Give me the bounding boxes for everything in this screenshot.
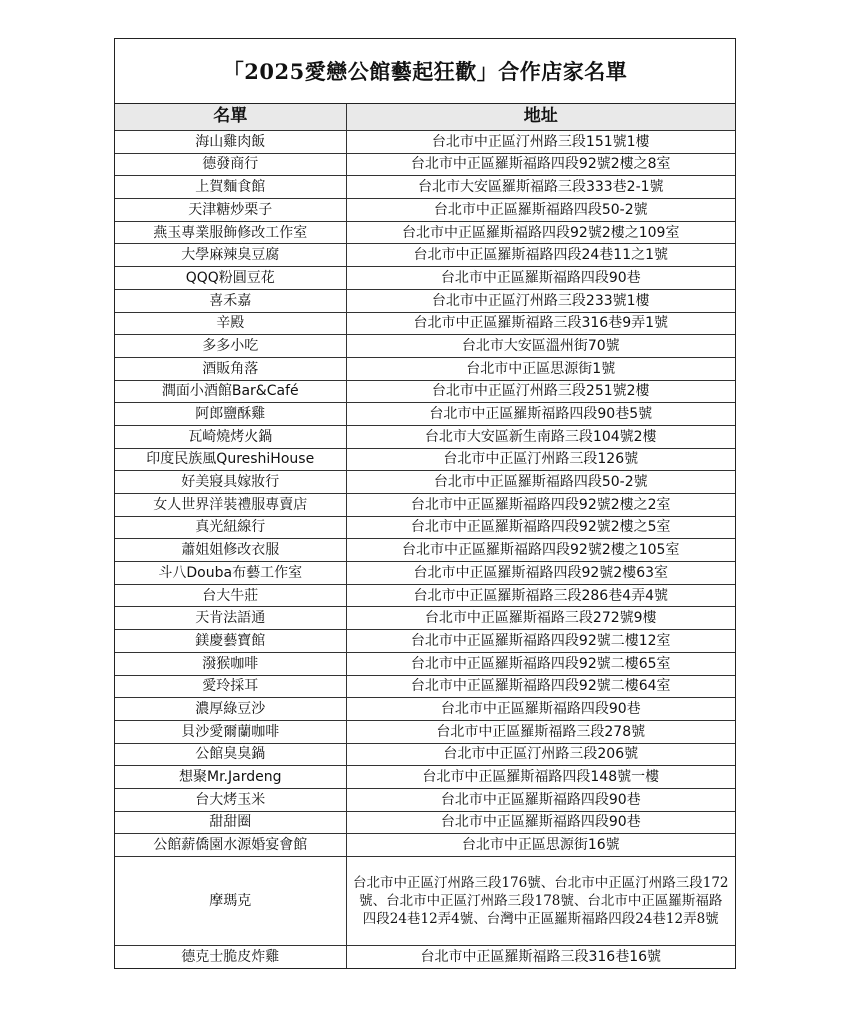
- store-name-cell: 燕玉專業服飾修改工作室: [115, 221, 346, 244]
- table-row: [115, 652, 735, 675]
- table-row: [115, 584, 735, 607]
- table-row: [115, 267, 735, 290]
- table-row: [115, 562, 735, 585]
- store-address-cell: 台北市中正區羅斯福路三段316巷9弄1號: [346, 312, 735, 335]
- store-name-cell: 海山雞肉飯: [115, 131, 346, 154]
- store-name-cell: 鎂慶藝寶館: [115, 630, 346, 653]
- store-name-cell: 辛殿: [115, 312, 346, 335]
- table-row: [115, 221, 735, 244]
- store-address-cell: 台北市中正區思源街16號: [346, 834, 735, 857]
- store-address-cell: 台北市中正區汀州路三段126號: [346, 448, 735, 471]
- table-row: [115, 153, 735, 176]
- store-name-cell: 想聚Mr.Jardeng: [115, 766, 346, 789]
- column-header-name: 名單: [115, 104, 346, 131]
- store-table: [115, 104, 735, 968]
- table-row: [115, 357, 735, 380]
- table-row: [115, 335, 735, 358]
- table-row: [115, 698, 735, 721]
- table-row: [115, 176, 735, 199]
- store-name-cell: 多多小吃: [115, 335, 346, 358]
- table-row: [115, 312, 735, 335]
- store-name-cell: 潑猴咖啡: [115, 652, 346, 675]
- column-header-address: 地址: [346, 104, 735, 131]
- store-address-cell: 台北市中正區羅斯福路三段316巷16號: [346, 946, 735, 968]
- store-address-cell: 台北市中正區羅斯福路四段92號2樓之8室: [346, 153, 735, 176]
- store-name-cell: 印度民族風QureshiHouse: [115, 448, 346, 471]
- store-name-cell: 蕭姐姐修改衣服: [115, 539, 346, 562]
- store-address-cell: 台北市中正區羅斯福路三段278號: [346, 720, 735, 743]
- table-row: [115, 516, 735, 539]
- table-row: [115, 199, 735, 222]
- store-name-cell: 天肯法語通: [115, 607, 346, 630]
- table-row: [115, 946, 735, 968]
- store-name-cell: 女人世界洋裝禮服專賣店: [115, 494, 346, 517]
- store-address-cell: 台北市中正區羅斯福路四段50-2號: [346, 199, 735, 222]
- store-address-cell: 台北市中正區汀州路三段206號: [346, 743, 735, 766]
- table-row: [115, 834, 735, 857]
- store-address-cell: 台北市中正區汀州路三段251號2樓: [346, 380, 735, 403]
- table-row: [115, 811, 735, 834]
- store-name-cell: 摩瑪克: [115, 857, 346, 946]
- store-address-cell: 台北市中正區羅斯福路四段92號二樓65室: [346, 652, 735, 675]
- store-address-cell: 台北市中正區羅斯福路三段272號9樓: [346, 607, 735, 630]
- store-address-cell: 台北市中正區汀州路三段151號1樓: [346, 131, 735, 154]
- table-row: [115, 630, 735, 653]
- table-body: [115, 131, 735, 968]
- store-address-cell: 台北市大安區溫州街70號: [346, 335, 735, 358]
- table-row: [115, 471, 735, 494]
- table-row: [115, 425, 735, 448]
- store-address-cell: 台北市中正區羅斯福路四段92號2樓之5室: [346, 516, 735, 539]
- store-name-cell: 公館臭臭鍋: [115, 743, 346, 766]
- store-address-cell: 台北市中正區羅斯福路四段90巷: [346, 267, 735, 290]
- store-name-cell: 澗面小酒館Bar&Café: [115, 380, 346, 403]
- table-row: [115, 607, 735, 630]
- table-row: [115, 131, 735, 154]
- store-address-cell: 台北市中正區羅斯福路四段92號2樓之2室: [346, 494, 735, 517]
- store-address-cell: 台北市中正區羅斯福路四段90巷5號: [346, 403, 735, 426]
- store-address-cell: 台北市中正區羅斯福路四段92號二樓12室: [346, 630, 735, 653]
- store-name-cell: 天津糖炒栗子: [115, 199, 346, 222]
- table-row: [115, 675, 735, 698]
- partner-store-list: [114, 38, 736, 969]
- store-address-cell: 台北市中正區羅斯福路三段286巷4弄4號: [346, 584, 735, 607]
- store-name-cell: 貝沙愛爾蘭咖啡: [115, 720, 346, 743]
- table-row: [115, 494, 735, 517]
- table-header-row: [115, 104, 735, 131]
- store-address-cell: 台北市中正區羅斯福路四段92號2樓之109室: [346, 221, 735, 244]
- store-name-cell: 公館薪僑園水源婚宴會館: [115, 834, 346, 857]
- table-row: [115, 539, 735, 562]
- table-row: [115, 857, 735, 946]
- store-address-cell: 台北市中正區羅斯福路四段92號2樓之105室: [346, 539, 735, 562]
- table-row: [115, 766, 735, 789]
- store-address-cell: 台北市中正區羅斯福路四段90巷: [346, 788, 735, 811]
- store-address-cell: 台北市中正區羅斯福路四段92號2樓63室: [346, 562, 735, 585]
- store-address-cell: 台北市大安區新生南路三段104號2樓: [346, 425, 735, 448]
- store-address-cell: 台北市中正區羅斯福路四段92號二樓64室: [346, 675, 735, 698]
- table-row: [115, 403, 735, 426]
- store-name-cell: 大學麻辣臭豆腐: [115, 244, 346, 267]
- table-row: [115, 788, 735, 811]
- store-name-cell: 上賀麵食館: [115, 176, 346, 199]
- store-name-cell: 好美寢具嫁妝行: [115, 471, 346, 494]
- store-name-cell: 瓦崎燒烤火鍋: [115, 425, 346, 448]
- table-row: [115, 743, 735, 766]
- store-name-cell: 德發商行: [115, 153, 346, 176]
- store-address-cell: 台北市中正區汀州路三段233號1樓: [346, 289, 735, 312]
- store-name-cell: 斗八Douba布藝工作室: [115, 562, 346, 585]
- store-address-cell: 台北市中正區羅斯福路四段148號一樓: [346, 766, 735, 789]
- store-name-cell: 喜禾嘉: [115, 289, 346, 312]
- table-row: [115, 244, 735, 267]
- store-name-cell: 真光紐線行: [115, 516, 346, 539]
- store-name-cell: 甜甜圈: [115, 811, 346, 834]
- store-address-cell: 台北市中正區羅斯福路四段24巷11之1號: [346, 244, 735, 267]
- store-name-cell: 阿郎鹽酥雞: [115, 403, 346, 426]
- store-name-cell: 愛玲採耳: [115, 675, 346, 698]
- page-title: 「2025愛戀公館藝起狂歡」合作店家名單: [115, 39, 735, 104]
- table-row: [115, 448, 735, 471]
- table-row: [115, 380, 735, 403]
- store-address-cell: 台北市中正區思源街1號: [346, 357, 735, 380]
- store-address-cell: 台北市中正區羅斯福路四段90巷: [346, 811, 735, 834]
- store-address-cell: 台北市中正區羅斯福路四段90巷: [346, 698, 735, 721]
- table-row: [115, 720, 735, 743]
- table-row: [115, 289, 735, 312]
- store-name-cell: QQQ粉圓豆花: [115, 267, 346, 290]
- store-name-cell: 酒販角落: [115, 357, 346, 380]
- store-name-cell: 濃厚綠豆沙: [115, 698, 346, 721]
- store-name-cell: 德克士脆皮炸雞: [115, 946, 346, 968]
- store-address-cell: 台北市中正區羅斯福路四段50-2號: [346, 471, 735, 494]
- store-name-cell: 台大牛莊: [115, 584, 346, 607]
- store-name-cell: 台大烤玉米: [115, 788, 346, 811]
- store-address-cell: 台北市中正區汀州路三段176號、台北市中正區汀州路三段172號、台北市中正區汀州路三段178號、台北市中正區羅斯福路四段24巷12弄4號、台灣中正區羅斯福路四段24巷12弄8號: [346, 857, 735, 946]
- store-address-cell: 台北市大安區羅斯福路三段333巷2-1號: [346, 176, 735, 199]
